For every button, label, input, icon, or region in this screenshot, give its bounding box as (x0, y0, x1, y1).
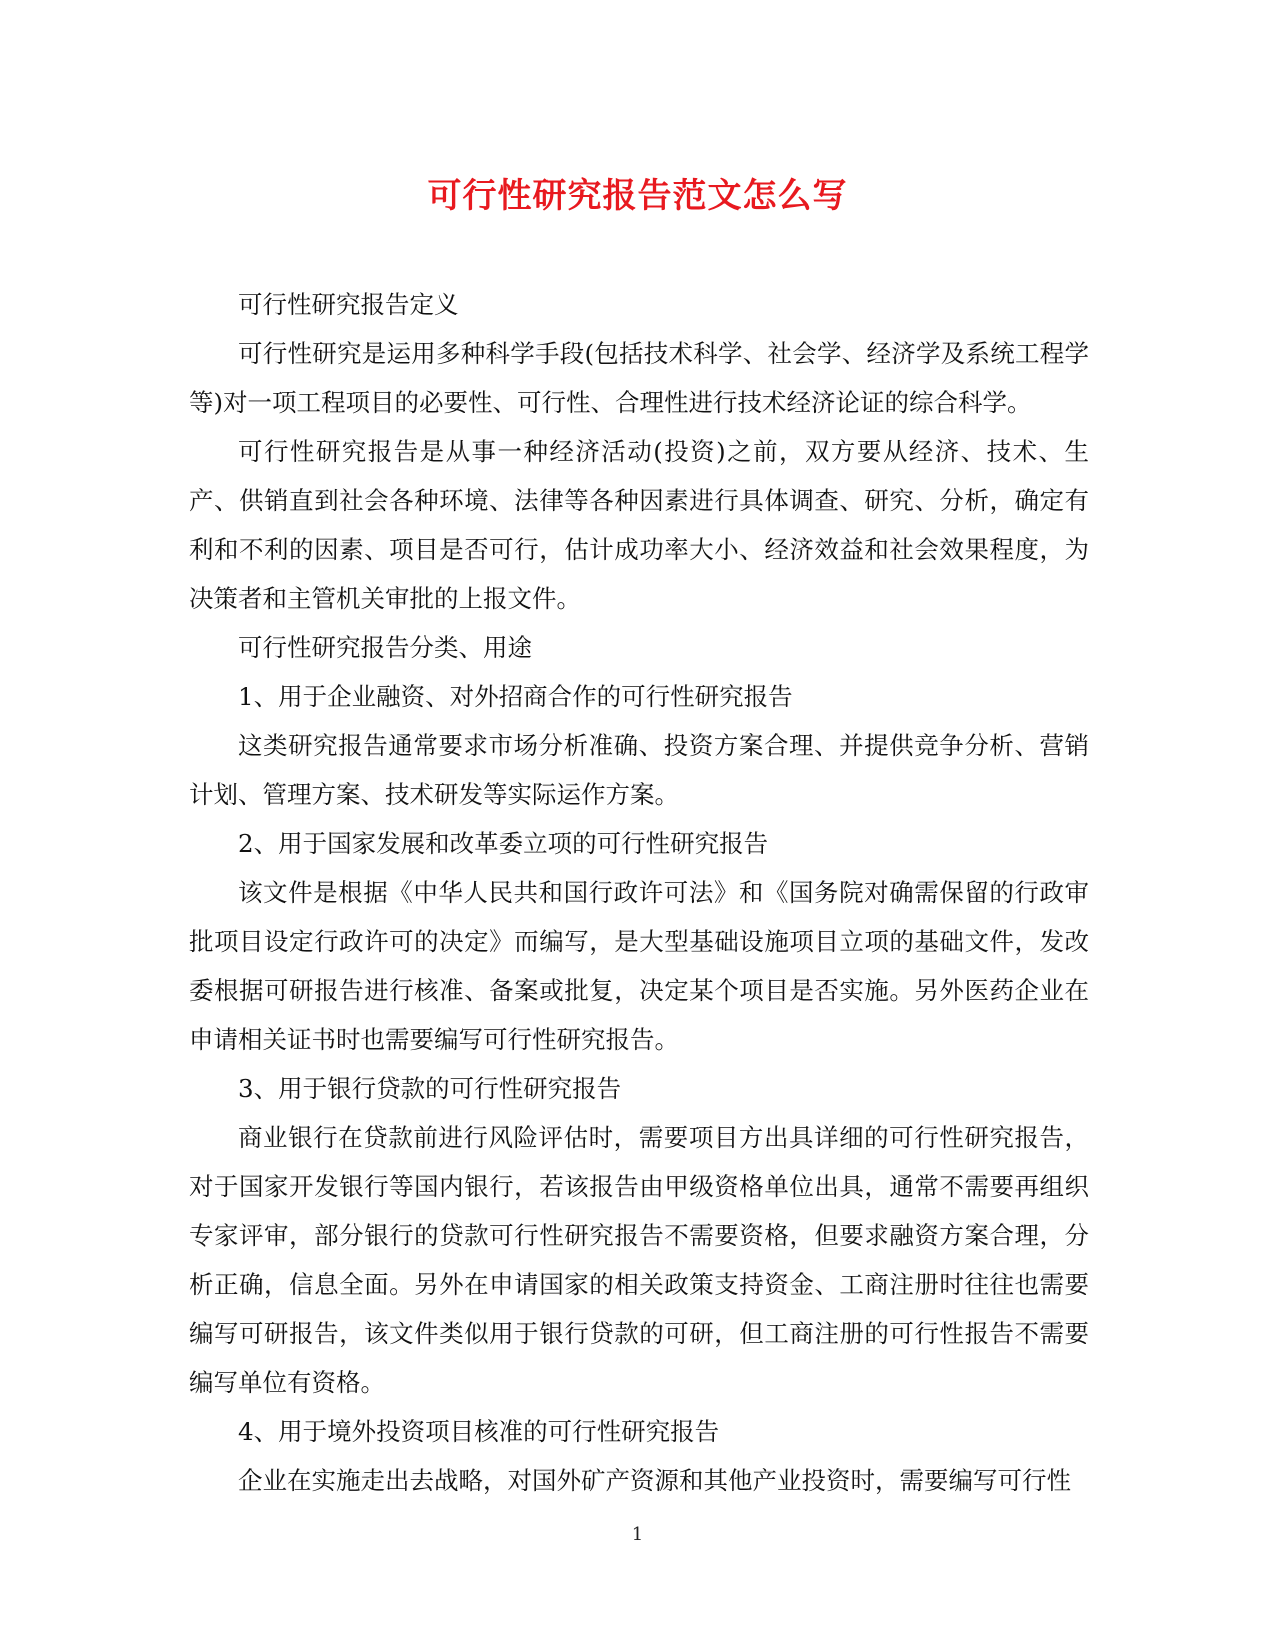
document-body (189, 280, 1089, 1505)
paragraph-report-description: 可行性研究报告是从事一种经济活动(投资)之前，双方要从经济、技术、生产、供销直到社会各种环境、法律等各种因素进行具体调查、研究、分析，确定有利和不利的因素、项目是否可行，估计成功率大小、经济效益和社会效果程度，为决策者和主管机关审批的上报文件。 (189, 437, 1089, 613)
paragraph-use-2-body: 该文件是根据《中华人民共和国行政许可法》和《国务院对确需保留的行政审批项目设定行政许可的决定》而编写，是大型基础设施项目立项的基础文件，发改委根据可研报告进行核准、备案或批复，决定某个项目是否实施。另外医药企业在申请相关证书时也需要编写可行性研究报告。 (189, 878, 1089, 1054)
paragraph-use-3-body: 商业银行在贷款前进行风险评估时，需要项目方出具详细的可行性研究报告，对于国家开发银行等国内银行，若该报告由甲级资格单位出具，通常不需要再组织专家评审，部分银行的贷款可行性研究报告不需要资格，但要求融资方案合理，分析正确，信息全面。另外在申请国家的相关政策支持资金、工商注册时往往也需要编写可研报告，该文件类似用于银行贷款的可研，但工商注册的可行性报告不需要编写单位有资格。 (189, 1123, 1089, 1397)
paragraph-use-1-heading: 1、用于企业融资、对外招商合作的可行性研究报告 (238, 682, 793, 711)
paragraph-use-1-body: 这类研究报告通常要求市场分析准确、投资方案合理、并提供竞争分析、营销计划、管理方案、技术研发等实际运作方案。 (189, 731, 1089, 809)
paragraph-use-3-heading: 3、用于银行贷款的可行性研究报告 (238, 1074, 622, 1103)
paragraph-use-4-body: 企业在实施走出去战略，对国外矿产资源和其他产业投资时，需要编写可行性 (238, 1466, 1071, 1495)
paragraph-definition-heading: 可行性研究报告定义 (238, 290, 459, 319)
document-title: 可行性研究报告范文怎么写 (427, 176, 848, 216)
paragraph-use-2-heading: 2、用于国家发展和改革委立项的可行性研究报告 (238, 829, 769, 858)
paragraph-classification-heading: 可行性研究报告分类、用途 (238, 633, 532, 662)
paragraph-definition: 可行性研究是运用多种科学手段(包括技术科学、社会学、经济学及系统工程学等)对一项工程项目的必要性、可行性、合理性进行技术经济论证的综合科学。 (189, 339, 1089, 417)
page-number: 1 (631, 1524, 644, 1545)
paragraph-use-4-heading: 4、用于境外投资项目核准的可行性研究报告 (238, 1417, 720, 1446)
